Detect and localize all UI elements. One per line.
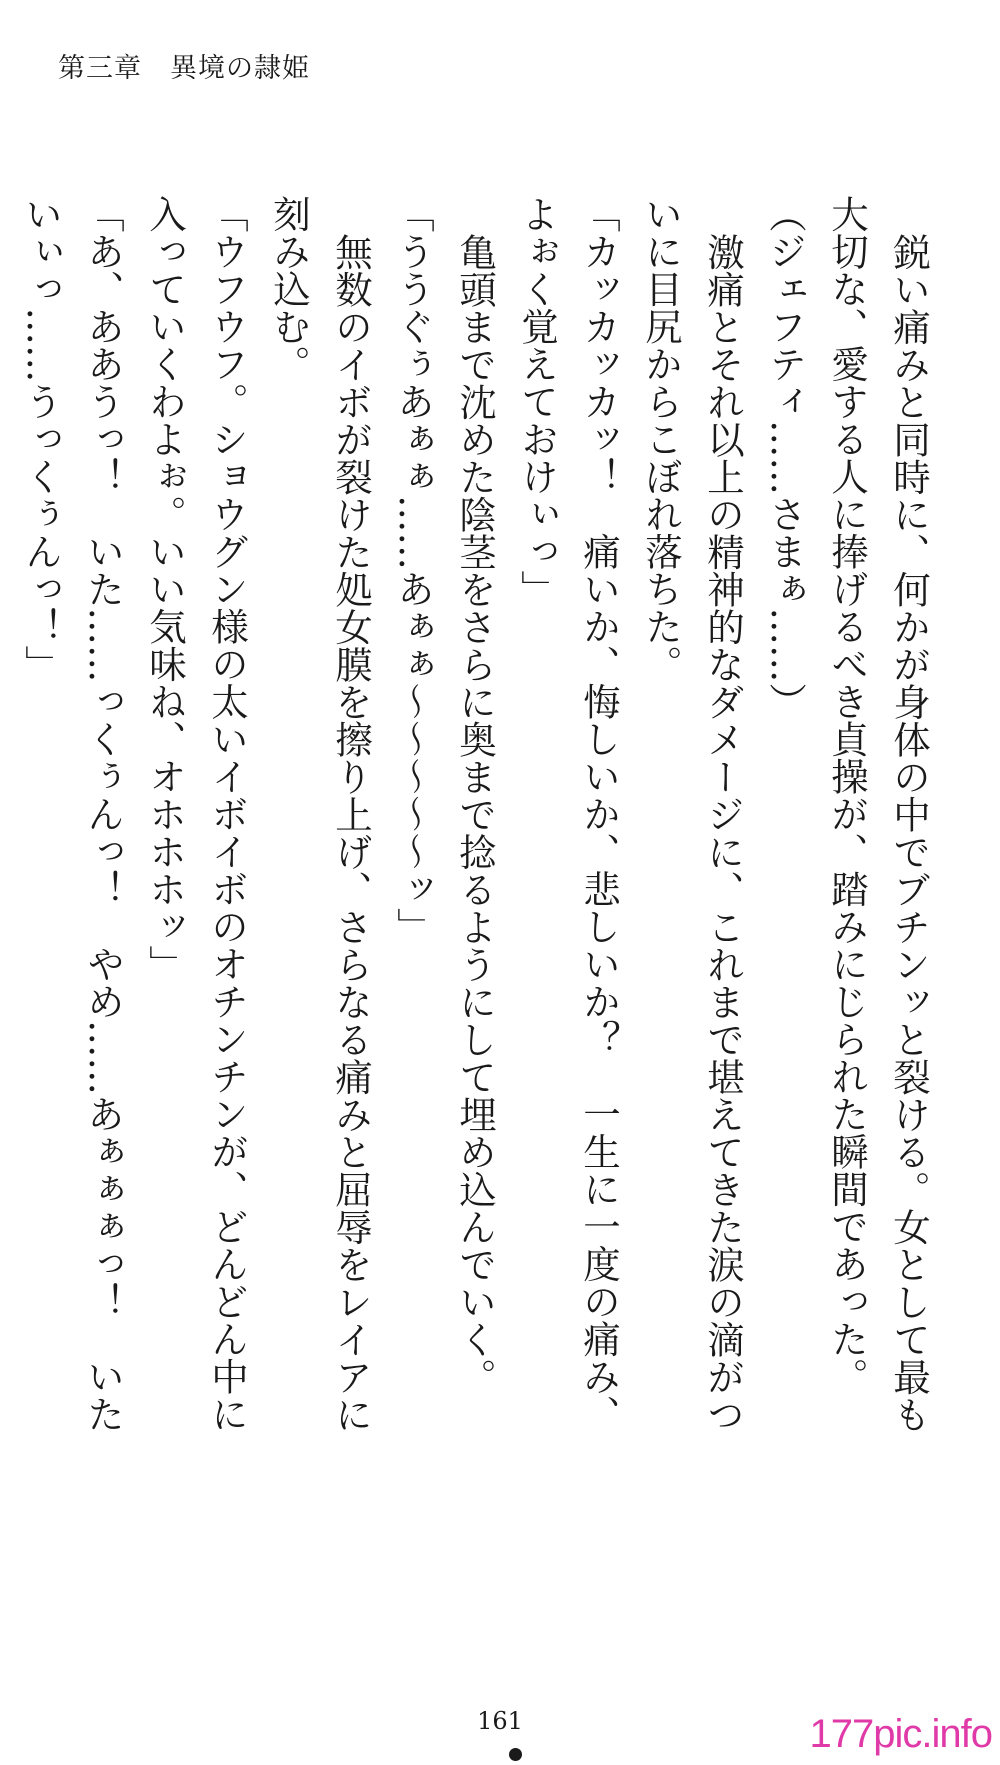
- page-marker-dot: [509, 1748, 522, 1761]
- paragraph-10: [0, 195, 10, 1465]
- paragraph-3: 激痛とそれ以上の精神的なダメージに、これまで堪えてきた涙の滴がついに目尻からこぼれ落ちた。: [639, 195, 745, 1433]
- site-watermark: 177pic.info: [809, 1712, 992, 1756]
- paragraph-9: 「あ、ああうっ！ いた……っくぅんっ！ やめ……あぁぁぁっ！ いたいぃっ……うっくぅんっ！」: [19, 195, 125, 1433]
- paragraph-1: 鋭い痛みと同時に、何かが身体の中でブチンッと裂ける。女として最も大切な、愛する人に捧げるべき貞操が、踏みにじられた瞬間であった。: [825, 195, 931, 1433]
- paragraph-8: 「ウフウフ。ショウグン様の太いイボイボのオチンチンが、どんどん中に入っていくわよぉ。いい気味ね、オホホホッ」: [143, 195, 249, 1433]
- vertical-body-text: [19, 195, 940, 1465]
- paragraph-5: 亀頭まで沈めた陰茎をさらに奥まで捻るようにして埋め込んでいく。: [453, 232, 497, 1395]
- paragraph-4: 「カッカッカッ！ 痛いか、悔しいか、悲しいか？ 一生に一度の痛み、よぉく覚えておけぃっ」: [515, 195, 621, 1433]
- paragraph-7: 無数のイボが裂けた処女膜を擦り上げ、さらなる痛みと屈辱をレイアに刻み込む。: [267, 195, 373, 1433]
- page-number: 161: [477, 1707, 523, 1735]
- paragraph-2: （ジェフティ……さまぁ……）: [763, 195, 807, 720]
- paragraph-6: 「ううぐぅあぁぁ……あぁぁ～～～～～ッ」: [391, 195, 435, 945]
- chapter-running-title: 第三章 異境の隷姫: [58, 53, 310, 84]
